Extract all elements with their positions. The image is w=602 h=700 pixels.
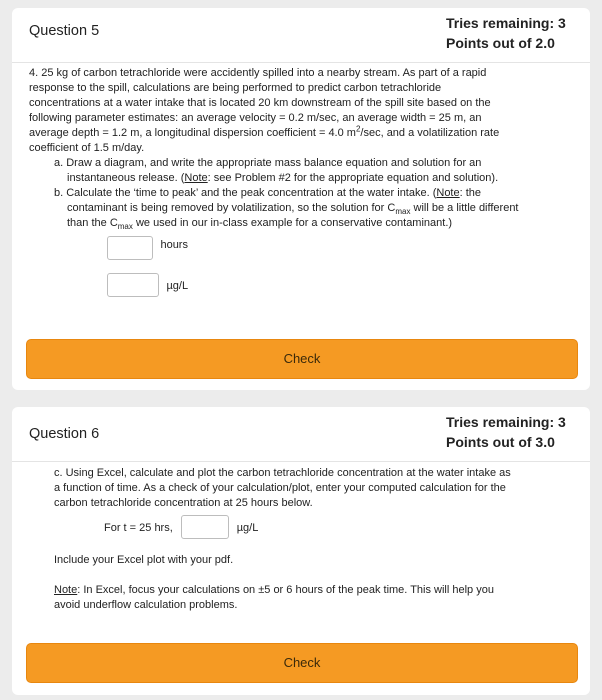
question-6-header	[12, 407, 590, 462]
check-button[interactable]: Check	[26, 339, 578, 379]
concentration-unit: µg/L	[166, 280, 189, 293]
problem-line: response to the spill, calculations are being performed to predict carbon tetrachloride	[29, 82, 442, 94]
answer-row-concentration	[107, 273, 188, 297]
problem-line: concentrations at a water intake that is located 20 km downstream of the spill site based on the	[29, 97, 491, 109]
note-line: avoid underflow calculation problems.	[54, 599, 238, 611]
question-6-title: Question 6	[29, 426, 100, 442]
question-5-meta	[446, 13, 566, 53]
part-a-line: a. Draw a diagram, and write the appropriate mass balance equation and solution for an	[54, 157, 482, 169]
part-a-line: instantaneous release. (Note: see Problem #2 for the appropriate equation and solution).	[67, 172, 499, 184]
question-5-title: Question 5	[29, 23, 100, 39]
for-t-label: For t = 25 hrs,	[104, 522, 173, 535]
question-6-notes	[54, 553, 584, 613]
tries-remaining: Tries remaining: 3	[446, 414, 566, 430]
question-5-card	[12, 8, 590, 390]
tries-remaining: Tries remaining: 3	[446, 15, 566, 31]
part-b-line: than the $C_{max}$ we used in our in-class example for a conservative contaminant.)	[67, 217, 453, 232]
problem-line: average depth = 1.2 m, a longitudinal dispersion coefficient = 4.0 $m^2/\sec$, and a volatilization rate	[29, 124, 500, 139]
hours-input[interactable]	[107, 236, 153, 260]
part-c-line: carbon tetrachloride concentration at 25 hours below.	[54, 497, 313, 509]
check-button[interactable]: Check	[26, 643, 578, 683]
question-6-card	[12, 407, 590, 695]
question-5-header	[12, 8, 590, 63]
part-c-line: c. Using Excel, calculate and plot the carbon tetrachloride concentration at the water intake as	[54, 467, 511, 479]
answer-row-25hrs	[104, 515, 258, 539]
problem-line: following parameter estimates: an average velocity = 0.2 m/sec, an average width = 25 m, an	[29, 112, 482, 124]
concentration-25hrs-unit: µg/L	[236, 522, 259, 535]
concentration-input[interactable]	[107, 273, 159, 297]
answer-row-hours	[107, 236, 188, 260]
note-line: Note: In Excel, focus your calculations on ±5 or 6 hours of the peak time. This will help you	[54, 584, 494, 596]
include-text: Include your Excel plot with your pdf.	[54, 554, 234, 566]
part-b-line: contaminant is being removed by volatilization, so the solution for $C_{max}$ will be a little different	[67, 202, 519, 217]
points-out-of: Points out of 2.0	[446, 35, 555, 51]
concentration-25hrs-input[interactable]	[181, 515, 229, 539]
points-out-of: Points out of 3.0	[446, 434, 555, 450]
question-6-meta	[446, 412, 566, 452]
hours-unit: hours	[160, 239, 188, 252]
question-5-body	[29, 66, 579, 231]
problem-line: coefficient of 1.5 m/day.	[29, 142, 145, 154]
question-6-body	[54, 466, 584, 511]
part-b-line: b. Calculate the ‘time to peak’ and the peak concentration at the water intake. (Note: the	[54, 187, 482, 199]
part-c-line: a function of time. As a check of your calculation/plot, enter your computed calculation for the	[54, 482, 506, 494]
problem-line: 4. 25 kg of carbon tetrachloride were accidently spilled into a nearby stream. As part of a rapid	[29, 67, 487, 79]
